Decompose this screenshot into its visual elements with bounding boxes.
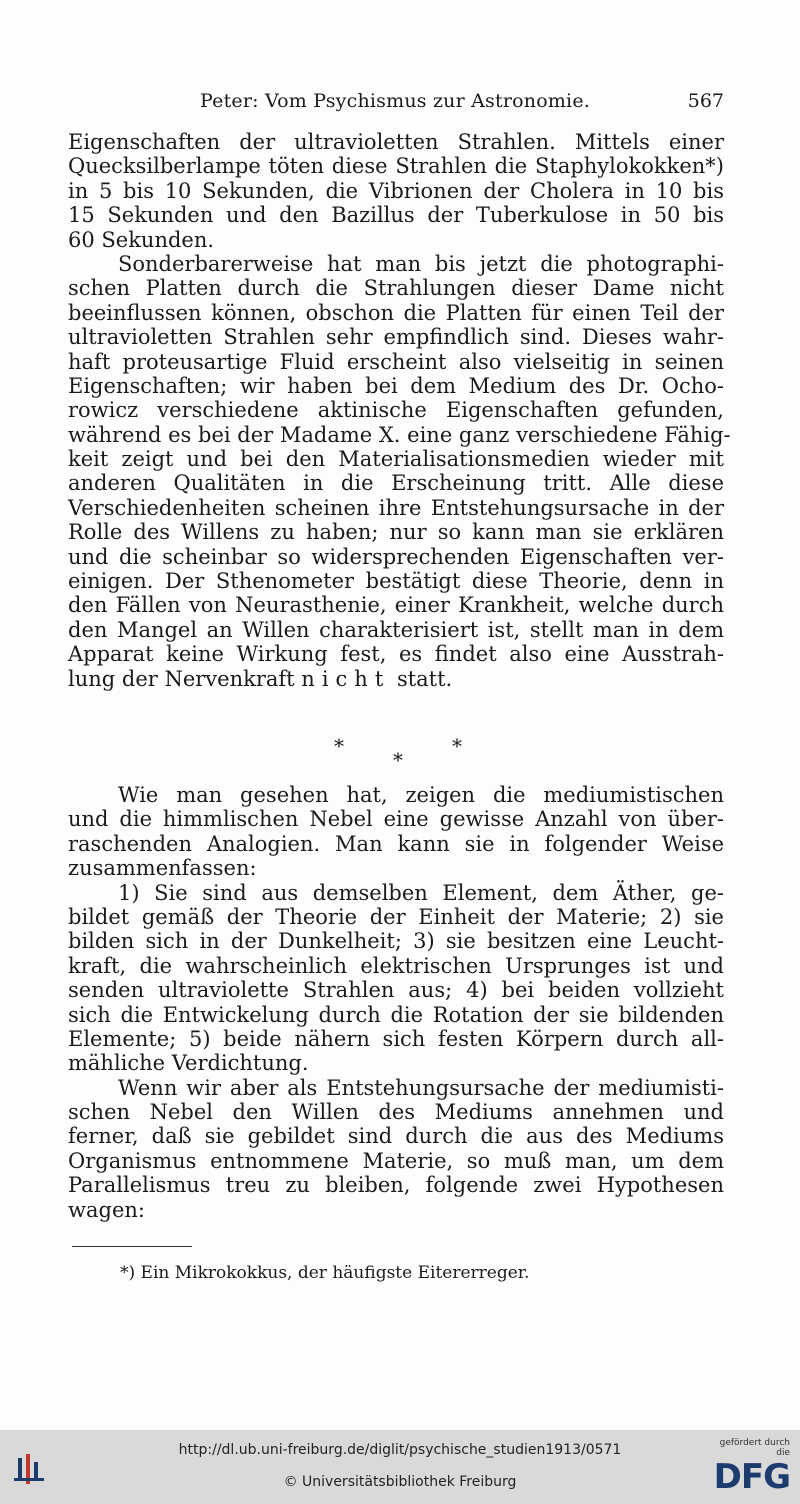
text-line: raschenden Analogien. Man kann sie in folgender Weise [68, 831, 724, 856]
text-line: ultravioletten Strahlen sehr empfindlich sind. Dieses wahr- [68, 325, 724, 350]
text-fragment: statt. [390, 666, 453, 691]
text-line: mähliche Verdichtung. [68, 1051, 309, 1076]
text-line: Verschiedenheiten scheinen ihre Entstehungsursache in der [68, 495, 724, 520]
text-line: Apparat keine Wirkung fest, es findet also eine Ausstrah- [68, 642, 724, 667]
paragraph-block-1 [68, 130, 731, 691]
text-line: 60 Sekunden. [68, 227, 215, 252]
spaced-emphasis: nicht [301, 666, 391, 691]
text-line: 15 Sekunden und den Bazillus der Tuberkulose in 50 bis [68, 203, 724, 228]
text-line: Organismus entnommene Materie, so muß man, um dem [68, 1148, 724, 1173]
footnote: *) Ein Mikrokokkus, der häufigste Eitererreger. [120, 1263, 530, 1283]
source-url-link[interactable]: http://dl.ub.uni-freiburg.de/diglit/psychische_studien1913/0571 [178, 1442, 622, 1458]
text-line: Parallelismus treu zu bleiben, folgende zwei Hypothesen [68, 1173, 724, 1198]
asterism [0, 730, 800, 780]
asterism-star: * [334, 734, 344, 758]
page-number: 567 [687, 90, 724, 112]
text-line: und die himmlischen Nebel eine gewisse Anzahl von über- [68, 807, 724, 832]
text-line: schen Platten durch die Strahlungen dieser Dame nicht [68, 276, 724, 301]
text-line: Quecksilberlampe töten diese Strahlen die Staphylokokken*) [68, 154, 724, 179]
text-line: haft proteusartige Fluid erscheint also vielseitig in seinen [68, 349, 724, 374]
text-line: anderen Qualitäten in die Erscheinung tritt. Alle diese [68, 471, 724, 496]
text-line: einigen. Der Sthenometer bestätigt diese Theorie, denn in [68, 569, 724, 594]
text-line: den Mangel an Willen charakterisiert ist, stellt man in dem [68, 617, 724, 642]
text-line: kraft, die wahrscheinlich elektrischen Ursprunges ist und [68, 953, 724, 978]
text-line: bilden sich in der Dunkelheit; 3) sie besitzen eine Leucht- [68, 929, 724, 954]
text-line: sich die Entwickelung durch die Rotation der sie bildenden [68, 1002, 724, 1027]
footnote-rule [72, 1246, 192, 1247]
text-line: Wie man gesehen hat, zeigen die mediumistischen [118, 783, 724, 807]
text-line: ferner, daß sie gebildet sind durch die aus des Mediums [68, 1124, 724, 1149]
dfg-caption: gefördert durch die [719, 1438, 790, 1458]
text-line: Sonderbarerweise hat man bis jetzt die photographi- [118, 251, 724, 276]
asterism-star: * [393, 748, 403, 772]
text-line: rowicz verschiedene aktinische Eigenschaften gefunden, [68, 398, 724, 423]
running-title: Peter: Vom Psychismus zur Astronomie. [200, 90, 591, 112]
text-line: zusammenfassen: [68, 856, 257, 881]
text-line: 1) Sie sind aus demselben Element, dem Äther, ge- [118, 880, 724, 905]
text-line: Eigenschaften; wir haben bei dem Medium des Dr. Ocho- [68, 373, 724, 398]
dfg-logo [706, 1438, 790, 1500]
text-line: den Fällen von Neurasthenie, einer Krankheit, welche durch [68, 593, 724, 618]
text-line: Rolle des Willens zu haben; nur so kann man sie erklären [68, 520, 724, 545]
text-line: senden ultraviolette Strahlen aus; 4) bei beiden vollzieht [68, 978, 724, 1003]
viewer-footer [0, 1430, 800, 1504]
text-line: und die scheinbar so widersprechenden Eigenschaften ver- [68, 544, 724, 569]
text-fragment: lung der Nervenkraft [68, 666, 302, 691]
text-line: keit zeigt und bei den Materialisationsmedien wieder mit [68, 447, 724, 472]
text-line: beeinflussen können, obschon die Platten für einen Teil der [68, 300, 724, 325]
text-line: Eigenschaften der ultravioletten Strahlen. Mittels einer [68, 130, 724, 154]
page-header [68, 90, 724, 120]
text-line [68, 667, 724, 691]
copyright-notice: © Universitätsbibliothek Freiburg [283, 1474, 517, 1490]
text-line: Wenn wir aber als Entstehungsursache der mediumisti- [118, 1075, 724, 1100]
text-line: wagen: [68, 1197, 145, 1222]
text-line: schen Nebel den Willen des Mediums annehmen und [68, 1100, 724, 1125]
asterism-star: * [452, 734, 462, 758]
dfg-logo-text: DFG [713, 1457, 790, 1497]
text-line: in 5 bis 10 Sekunden, die Vibrionen der Cholera in 10 bis [68, 178, 724, 203]
text-line: bildet gemäß der Theorie der Einheit der Materie; 2) sie [68, 904, 724, 929]
text-line: während es bei der Madame X. eine ganz verschiedene Fähig- [68, 422, 731, 447]
paragraph-block-2 [68, 783, 724, 1222]
text-line: Elemente; 5) beide nähern sich festen Körpern durch all- [68, 1026, 724, 1051]
